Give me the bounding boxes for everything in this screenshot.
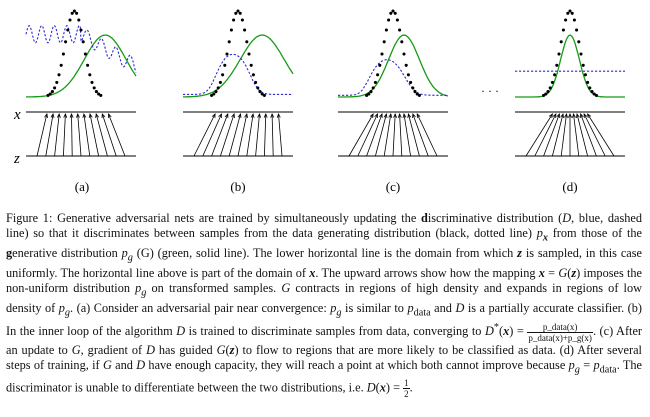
- discriminative-distribution-curve-b: [183, 54, 293, 94]
- generative-distribution-curve-d: [515, 35, 625, 97]
- figure-caption: Figure 1: Generative adversarial nets are trained by simultaneously updating the discriminative distribution (D, blue, dashed line) so that it discriminates between samples from the data generating distribution (black, dotted line) $p_x$ from those of the generative distribution $p_g$ (G) (green, solid line). The lower horizontal line is the domain from which z is sampled, in this case uniformly. The horizontal line above is part of the domain of x. The upward arrows show how the mapping x = G(z) imposes the non-uniform distribution $p_g$ on transformed samples. G contracts in regions of high density and expands in regions of low density of $p_g$. (a) Consider an adversarial pair near convergence: $p_g$ is similar to $p_{data}$ and D is a partially accurate classifier. (b) In the inner loop of the algorithm D is trained to discriminate samples from data, converging to D*(x) = $\frac{\text{p\_data(x)}}{\text{p\_data(x)+p\_g(x)}}$ . (c) After an update to G, gradient of D has guided G(z) to flow to regions that are more likely to be classified as data. (d) After several steps of training, if G and D have enough capacity, they will reach a point at which both cannot improve because $p_g = p_{data}$. The discriminator is unable to differentiate between the two distributions, i.e. D(x) = $\frac{1}{2}$ .: [6, 211, 643, 400]
- panel-d: [515, 9, 625, 156]
- z-axis-label: z: [14, 151, 20, 167]
- mapping-arrows-b: [194, 114, 282, 156]
- dstar-fraction: $\frac{\text{p\_data(x)}}{\text{p\_data(x)+p\_g(x)}}$: [528, 322, 592, 344]
- panel-c: [338, 9, 448, 156]
- generative-distribution-curve-a: [26, 35, 136, 97]
- data-distribution-dots-b: [210, 9, 266, 97]
- panel-c-label: (c): [385, 179, 401, 194]
- mapping-arrows-d: [526, 114, 614, 156]
- discriminative-distribution-curve-c: [338, 60, 448, 96]
- panel-b-label: (b): [230, 179, 246, 194]
- x-axis-label: x: [14, 107, 21, 123]
- gan-training-figure: [0, 0, 650, 200]
- panel-d-label: (d): [562, 179, 578, 194]
- generative-distribution-curve-c: [338, 35, 448, 97]
- panel-a-label: (a): [74, 179, 90, 194]
- data-distribution-dots-c: [365, 9, 421, 97]
- data-distribution-dots-d: [542, 9, 598, 97]
- half-fraction: $\frac{1}{2}$: [404, 378, 409, 400]
- panel-a: [26, 9, 136, 156]
- mapping-arrows-a: [37, 114, 125, 156]
- ellipsis: · · ·: [481, 84, 499, 98]
- mapping-arrows-c: [349, 114, 437, 156]
- figure-number: Figure 1:: [6, 211, 53, 225]
- data-distribution-dots-a: [46, 9, 102, 97]
- panel-b: [183, 9, 293, 156]
- generative-distribution-curve-b: [183, 35, 293, 97]
